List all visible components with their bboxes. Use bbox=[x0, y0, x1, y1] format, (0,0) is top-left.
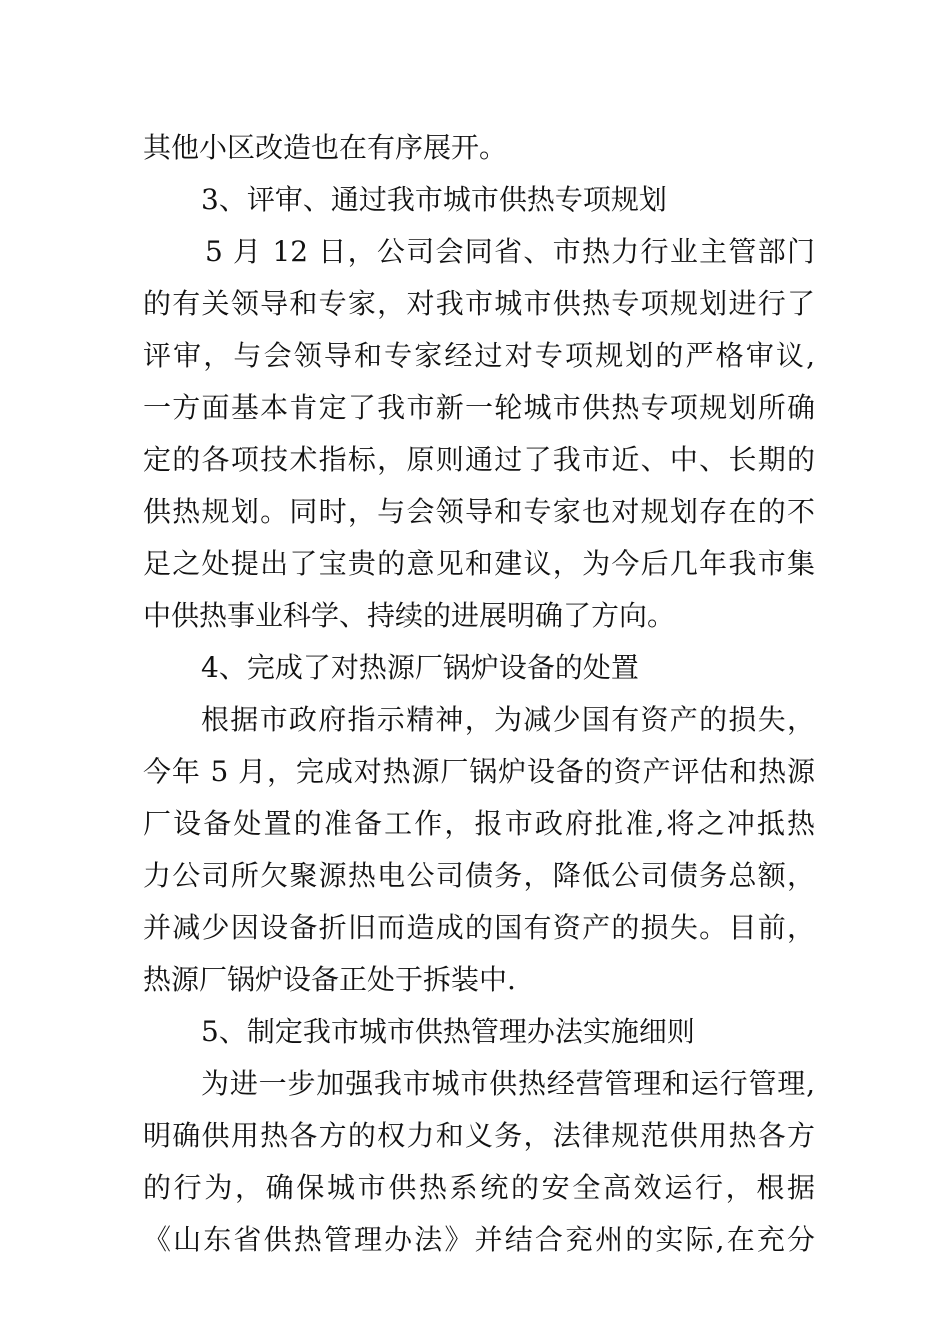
paragraph-line: 足之处提出了宝贵的意见和建议，为今后几年我市集 bbox=[143, 547, 815, 580]
paragraph-line: 中供热事业科学、持续的进展明确了方向。 bbox=[143, 599, 676, 632]
section-heading-3: 3、评审、通过我市城市供热专项规划 bbox=[201, 183, 667, 216]
paragraph-line: 厂设备处置的准备工作，报市政府批准,将之冲抵热 bbox=[143, 807, 815, 840]
paragraph-line: 明确供用热各方的权力和义务，法律规范供用热各方 bbox=[143, 1119, 815, 1152]
paragraph-line: 力公司所欠聚源热电公司债务，降低公司债务总额， bbox=[143, 859, 815, 892]
paragraph-line: 《山东省供热管理办法》并结合兖州的实际,在充分 bbox=[143, 1223, 815, 1256]
paragraph-line: 其他小区改造也在有序展开。 bbox=[143, 131, 508, 164]
paragraph-line: 供热规划。同时，与会领导和专家也对规划存在的不 bbox=[143, 495, 815, 528]
paragraph-line: 一方面基本肯定了我市新一轮城市供热专项规划所确 bbox=[143, 391, 815, 424]
paragraph-line: 的行为，确保城市供热系统的安全高效运行，根据 bbox=[143, 1171, 815, 1204]
paragraph-line: 为进一步加强我市城市供热经营管理和运行管理, bbox=[201, 1067, 815, 1100]
section-heading-4: 4、完成了对热源厂锅炉设备的处置 bbox=[201, 651, 639, 684]
paragraph-line: 根据市政府指示精神，为减少国有资产的损失， bbox=[201, 703, 815, 736]
paragraph-line: 的有关领导和专家，对我市城市供热专项规划进行了 bbox=[143, 287, 815, 320]
paragraph-line: 热源厂锅炉设备正处于拆装中. bbox=[143, 963, 516, 996]
paragraph-line: 定的各项技术指标，原则通过了我市近、中、长期的 bbox=[143, 443, 815, 476]
paragraph-line: 并减少因设备折旧而造成的国有资产的损失。目前， bbox=[143, 911, 815, 944]
paragraph-line: 5 月 12 日，公司会同省、市热力行业主管部门 bbox=[205, 235, 815, 268]
paragraph-line: 评审，与会领导和专家经过对专项规划的严格审议, bbox=[143, 339, 815, 372]
paragraph-line: 今年 5 月，完成对热源厂锅炉设备的资产评估和热源 bbox=[143, 755, 815, 788]
section-heading-5: 5、制定我市城市供热管理办法实施细则 bbox=[201, 1015, 695, 1048]
